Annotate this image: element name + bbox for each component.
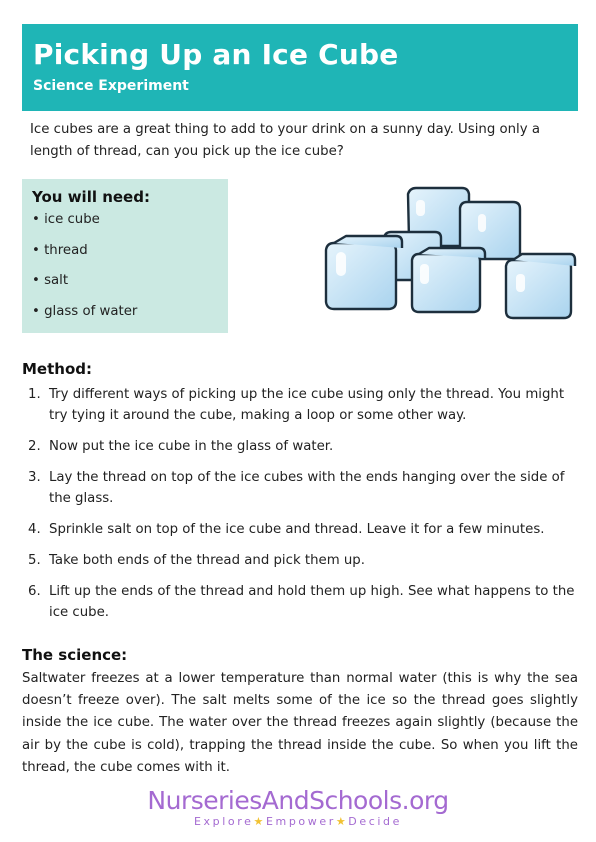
tagline-word: Decide bbox=[348, 815, 402, 828]
intro-text: Ice cubes are a great thing to add to your drink on a sunny day. Using only a length of thread, can you pick up the ice cube? bbox=[30, 122, 540, 159]
list-item bbox=[22, 467, 578, 509]
list-item bbox=[22, 436, 578, 457]
requirements-box bbox=[22, 179, 228, 333]
list-item: • ice cube bbox=[32, 212, 137, 243]
method-title: Method: bbox=[22, 360, 92, 378]
step-number: 5. bbox=[28, 553, 41, 568]
step-text: Take both ends of the thread and pick them up. bbox=[49, 553, 365, 568]
list-item bbox=[22, 519, 578, 540]
step-text: Lift up the ends of the thread and hold them up high. See what happens to the ice cube. bbox=[49, 584, 575, 620]
list-item: • salt bbox=[32, 273, 137, 304]
site-logo[interactable] bbox=[0, 786, 596, 828]
list-item bbox=[22, 384, 578, 426]
science-title: The science: bbox=[22, 646, 128, 664]
page-subtitle: Science Experiment bbox=[33, 78, 189, 94]
step-number: 3. bbox=[28, 470, 41, 485]
step-number: 1. bbox=[28, 387, 41, 402]
step-text: Now put the ice cube in the glass of water. bbox=[49, 439, 334, 454]
method-steps bbox=[22, 384, 578, 633]
list-item bbox=[22, 581, 578, 623]
list-item: • thread bbox=[32, 243, 137, 274]
page-title: Picking Up an Ice Cube bbox=[33, 38, 399, 71]
logo-name: NurseriesAndSchools.org bbox=[147, 786, 449, 815]
list-item: • glass of water bbox=[32, 304, 137, 335]
step-number: 4. bbox=[28, 522, 41, 537]
title-banner bbox=[22, 24, 578, 111]
step-text: Sprinkle salt on top of the ice cube and thread. Leave it for a few minutes. bbox=[49, 522, 545, 537]
star-icon: ★ bbox=[253, 815, 266, 828]
list-item bbox=[22, 550, 578, 571]
tagline-word: Explore bbox=[194, 815, 254, 828]
step-number: 6. bbox=[28, 584, 41, 599]
logo-tagline bbox=[0, 815, 596, 828]
step-number: 2. bbox=[28, 439, 41, 454]
tagline-word: Empower bbox=[265, 815, 336, 828]
step-text: Lay the thread on top of the ice cubes with the ends hanging over the side of the glass. bbox=[49, 470, 565, 506]
ice-cubes-illustration bbox=[320, 186, 580, 320]
requirements-title: You will need: bbox=[32, 188, 150, 206]
star-icon: ★ bbox=[335, 815, 349, 828]
requirements-list bbox=[32, 212, 137, 334]
step-text: Try different ways of picking up the ice cube using only the thread. You might try tying it around the cube, making a loop or some other way. bbox=[49, 387, 565, 423]
science-text: Saltwater freezes at a lower temperature than normal water (this is why the sea doesn’t freeze over). The salt melts some of the ice so the thread goes slightly inside the ice cube. The water over the thread freezes again slightly (because the air by the cube is cold), trapping the thread inside the cube. So when you lift the thread, the cube comes with it. bbox=[22, 671, 578, 775]
